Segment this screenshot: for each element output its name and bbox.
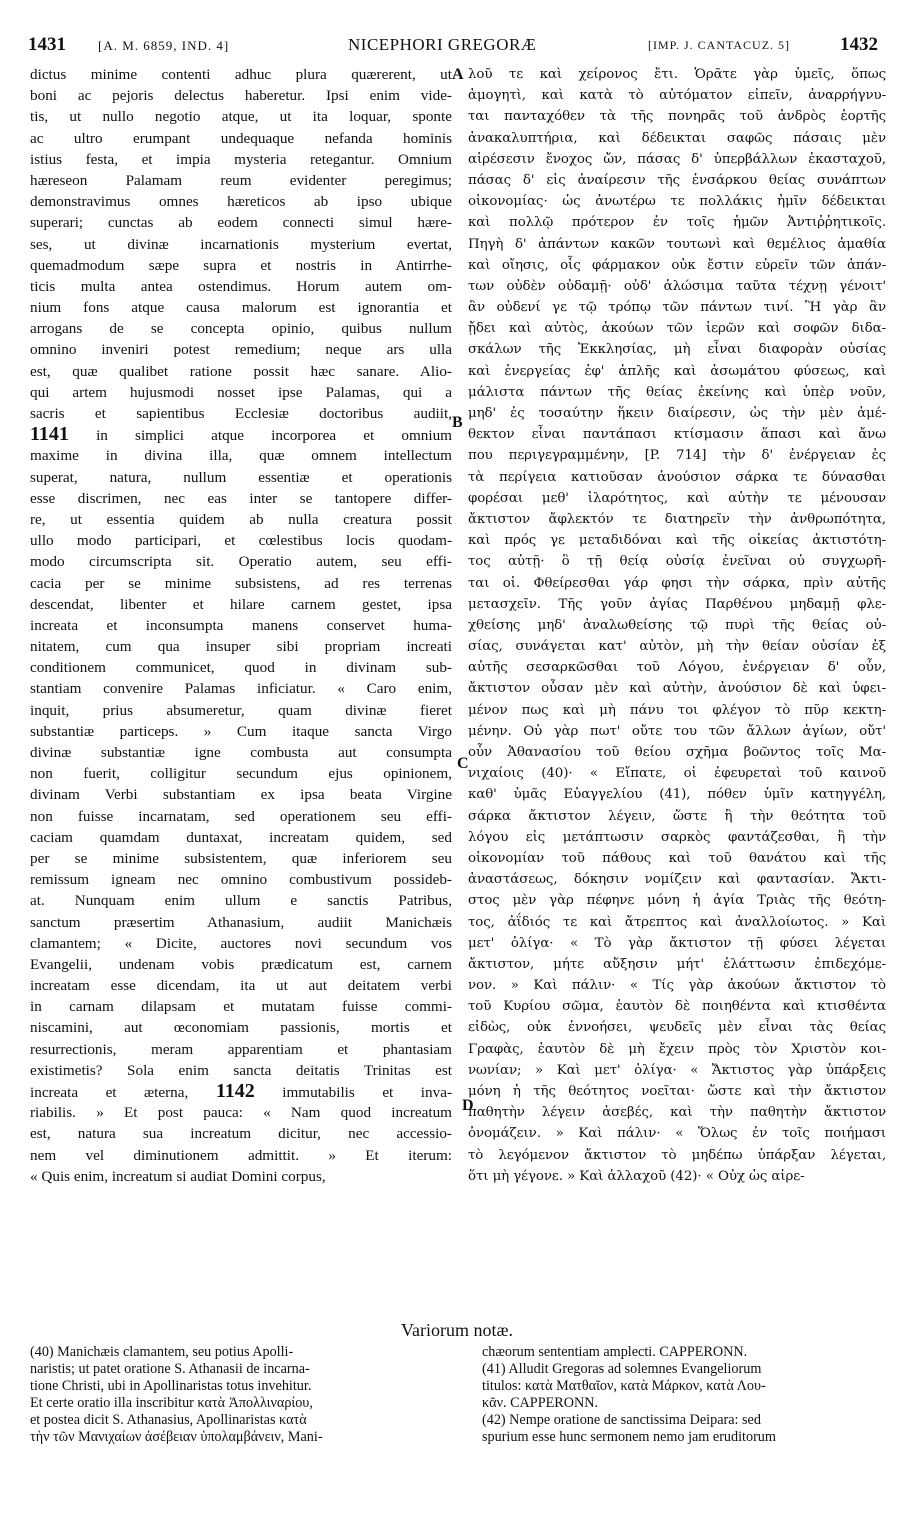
latin-text-line: nem vel diminutionem admittit. » Et iterum: xyxy=(30,1146,452,1164)
greek-text-line: ται πανταχόθεν τὰ τῆς πονηρᾶς τοῦ ἀνδρὸς ἑορτῆς xyxy=(468,109,886,125)
margin-marker-b: B xyxy=(452,414,463,431)
greek-text-line: λοῦ τε καὶ χείρονος ἔτι. Ὁρᾶτε γὰρ ὑμεῖς, ὅπως xyxy=(468,67,886,82)
greek-text-line: μένον πως καὶ μὴ πάνυ τοι φλέγον τὸ πῦρ κεκτη- xyxy=(468,702,886,718)
latin-text-line: omnino inveniri potest remedium; neque ars ulla xyxy=(30,341,452,359)
greek-text-line: πάσας δ' εἰς ἀναίρεσιν τῆς ἐνσάρκου θείας συνάπτων xyxy=(468,172,886,188)
latin-text-line: nium fons atque causa malorum est ignorantia et xyxy=(30,299,452,317)
latin-text-line: divinæ substantiæ igne combusta aut consumpta xyxy=(30,744,452,761)
latin-text-line: non fuisse incarnatam, sed operationem seu effi- xyxy=(30,807,452,825)
column-number: 1141 xyxy=(30,424,69,446)
latin-text-line: substantiæ particeps. » Cum itaque sancta Virgo xyxy=(30,722,452,740)
latin-text-line: modo circumscripta sit. Operatio autem, seu effi- xyxy=(30,553,452,571)
latin-text-line: quemadmodum sæpe supra et nostris in Antirrhe- xyxy=(30,256,452,274)
greek-text-line: καὶ ἐνεργείας ἐφ' ἁπλῆς καὶ ἀσωμάτου φύσεως, καὶ xyxy=(468,363,886,379)
latin-text-line: ses, ut divinæ incarnationis mysterium evertat, xyxy=(30,235,452,253)
latin-text-line: non fuerit, colligitur secundum ejus opinionem, xyxy=(30,765,452,783)
greek-text-line: εἰδὼς, οὐκ ἐννοήσει, ψευδεῖς μὲν εἶναι τὰς θείας xyxy=(468,1020,886,1036)
greek-text-line: μετασχεῖν. Τῆς γοῦν ἁγίας Παρθένου μηδαμῇ φλε- xyxy=(468,596,886,612)
latin-text-line: inquit, prius absumeretur, quam divinæ fieret xyxy=(30,701,452,719)
latin-text-line: est, quæ qualibet ratione possit hæc sanare. Alio- xyxy=(30,362,452,380)
latin-text-line: superat, natura, nullum essentiæ et operationis xyxy=(30,468,452,486)
latin-text-line: demonstravimus omnes hæreticos ab ipso ubique xyxy=(30,193,452,211)
latin-text-line: per se minime subsistentem, quæ inferiorem seu xyxy=(30,849,452,867)
greek-text-line: ἀμογητὶ, καὶ κατὰ τὸ αὐτόματον εἰπεῖν, ἀναρρήγνυ- xyxy=(468,88,886,104)
greek-text-line: οἰκονομίας· ὡς ἀνωτέρω τε πολλάκις ἡμῖν δέδεικται xyxy=(468,194,886,210)
greek-text-line: ὀνομάζειν. » Καὶ πάλιν· « Ὅλως ἐν τοῖς ποιήμασι xyxy=(468,1126,886,1142)
latin-text-line: increata et inconsumpta manens conservet huma- xyxy=(30,616,452,634)
note-line: κᾶν. CAPPERONN. xyxy=(482,1395,598,1411)
greek-text-line: καὶ οἴησις, οἷς φάρμακον οὐκ ἔστιν εὑρεῖν τῶν ἁπάν- xyxy=(468,257,886,273)
notes-right-column xyxy=(482,1344,886,1446)
greek-text-line: Πηγὴ δ' ἁπάντων κακῶν τουτωνὶ καὶ θεμέλιος ἀμαθία xyxy=(468,236,886,252)
latin-text-line: sanctum præsertim Athanasium, audiit Manichæis xyxy=(30,913,452,931)
latin-text-line: existimetis? Sola enim sancta deitatis Trinitas est xyxy=(30,1061,452,1079)
note-line: chæorum sententiam amplecti. CAPPERONN. xyxy=(482,1344,748,1360)
greek-column xyxy=(468,64,886,1187)
greek-text-line: μένην. Οὐ γὰρ πωτ' οὔτε του τῶν ἄλλων ἁγίων, οὔτ' xyxy=(468,723,886,739)
latin-text-line: in carnam dilapsam et mutatam fuisse commi- xyxy=(30,998,452,1016)
margin-marker-a: A xyxy=(452,66,464,83)
greek-text-line: μετ' ὀλίγα· « Τὸ γὰρ ἄκτιστον τῇ φύσει λέγεται xyxy=(468,935,886,951)
greek-text-line: οἰκονομίαν τοῦ πάθους καὶ τοῦ θανάτου καὶ τῆς xyxy=(468,850,886,866)
notes-left-column xyxy=(30,1344,452,1446)
greek-text-line: τος, ἀΐδιός τε καὶ ἄτρεπτος καὶ ἀναλλοίωτος. » Καὶ xyxy=(468,914,886,930)
latin-text-line: increatam esse dicendam, ita ut aut deitatem verbi xyxy=(30,977,452,995)
greek-text-line: χθείσης μηδ' ἀναλωθείσης τῷ πυρὶ τῆς θείας οὐ- xyxy=(468,617,886,633)
page-number-left: 1431 xyxy=(28,34,66,55)
note-line: τὴν τῶν Μανιχαίων ἀσέβειαν ὑπολαμβάνειν, Mani- xyxy=(30,1429,323,1445)
greek-text-line: μηδ' ἐς τοσαύτην ἥκειν διαίρεσιν, ὡς τὴν μὲν ἀμέ- xyxy=(468,406,886,421)
latin-text-line: cacia per se minime subsistens, ad res terrenas xyxy=(30,574,452,592)
latin-text-line: dictus minime contenti adhuc plura quærerent, ut xyxy=(30,66,452,83)
notes-heading: Variorum notæ. xyxy=(401,1320,513,1340)
margin-marker-d: D xyxy=(462,1097,474,1114)
greek-text-line: αὐτῆς σεσαρκῶσθαι τοῦ Λόγου, ἐνέργειαν δ' οὖν, xyxy=(468,660,886,676)
latin-text-line: esse discrimen, nec eas inter se tantopere differ- xyxy=(30,489,452,507)
latin-text-line: ac ultro erumpant undequaque nefanda hominis xyxy=(30,129,452,147)
greek-text-line: τὰ περίγεια κατιοῦσαν ἀνούσιον σάρκα τε δύνασθαι xyxy=(468,469,886,485)
column-number: 1142 xyxy=(215,1081,255,1102)
page-number-right: 1432 xyxy=(840,34,878,55)
latin-text-line: clamantem; « Dicite, auctores novi secundum vos xyxy=(30,934,452,952)
greek-text-line: καθ' ὑμᾶς Εὐαγγελίου (41), πόθεν ὑμῖν κατηγγέλη, xyxy=(468,787,886,803)
note-line: spurium esse hunc sermonem nemo jam eruditorum xyxy=(482,1429,776,1445)
greek-text-line: φορέσαι μεθ' ἱλαρότητος, καὶ αὐτὴν τε μένουσαν xyxy=(468,490,886,506)
latin-text-line: increata et æterna, 1142 immutabilis et inva- xyxy=(30,1081,452,1102)
greek-text-line: σάρκα ἄκτιστον λέγειν, ὥστε ἢ τὴν θεότητα τοῦ xyxy=(468,808,886,824)
note-line: (42) Nempe oratione de sanctissima Deipara: sed xyxy=(482,1412,761,1428)
greek-text-line: νιχαίοις (40)· « Εἴπατε, οἱ ἐφευρεταὶ τοῦ καινοῦ xyxy=(468,766,886,782)
latin-text-line: at. Nunquam enim ullum e sanctis Patribus, xyxy=(30,892,452,910)
greek-text-line: ἄκτιστον οὖσαν μὲν καὶ αὐτὴν, ἀνούσιον δὲ καὶ ὑφει- xyxy=(468,681,886,697)
greek-text-line: τὸ λεγόμενον ἄκτιστον τὸ μηδέπω ὑπάρξαν λέγεται, xyxy=(468,1147,886,1163)
latin-text-line: caciam quamdam duntaxat, increatam quidem, sed xyxy=(30,828,452,846)
greek-text-line: καὶ πρός γε μεταδιδόναι καὶ τῆς οἰκείας ἀκτιστότη- xyxy=(468,533,886,549)
note-line: (40) Manichæis clamantem, seu potius Apolli- xyxy=(30,1344,294,1360)
greek-text-line: ἂν οὐδενί γε τῷ τρόπῳ τῶν πάντων τινί. Ἢ γὰρ ἂν xyxy=(468,300,886,316)
latin-text-line: conditionem communicet, quod in divinam sub- xyxy=(30,659,452,677)
greek-text-line: σίας, συνάγεται κατ' αὐτὸν, μὴ τὴν θείαν οὐσίαν ἐξ xyxy=(468,639,886,655)
latin-text-line: descendat, libenter et hilare carnem gestet, ipsa xyxy=(30,595,452,613)
latin-text-line: est, natura sua increatum dicitur, nec accessio- xyxy=(30,1125,452,1143)
greek-text-line: ὅτι μὴ γέγονε. » Καὶ ἀλλαχοῦ (42)· « Οὐχ ὡς αἱρε- xyxy=(468,1168,805,1184)
latin-text-line: arrogans de se concepta opinio, quibus nullum xyxy=(30,320,452,338)
greek-text-line: Γραφὰς, ἑαυτὸν δὲ μὴ ἔχειν πρὸς τὸν Χριστὸν κοι- xyxy=(468,1041,886,1057)
latin-text-line: superari; cunctas ab eodem connecti simul hære- xyxy=(30,214,452,232)
latin-text-line: hæreseon Palamam reum evidenter peregimus; xyxy=(30,171,452,189)
latin-text-line: qui artem hujusmodi nosset ipse Palamas, qui a xyxy=(30,383,452,401)
section-reference-left: [A. M. 6859, IND. 4] xyxy=(98,38,230,53)
note-line: Et certe oratio illa inscribitur κατὰ Ἀπολλιναρίου, xyxy=(30,1395,313,1411)
greek-text-line: ᾔδει καὶ αὐτὸς, ἀκούων τῶν ἱερῶν καὶ σοφῶν διδα- xyxy=(468,321,886,337)
page-header xyxy=(28,34,888,58)
greek-text-line: τοῦ Κυρίου σῶμα, ἑαυτὸν δὲ ποιηθέντα καὶ κτισθέντα xyxy=(468,999,886,1015)
section-reference-right: [IMP. J. CANTACUZ. 5] xyxy=(648,38,791,52)
latin-text-line: istius festa, et impia mysteria retegantur. Omnium xyxy=(30,150,452,168)
greek-text-line: που περιγεγραμμένην, [P. 714] τὴν δ' ἐνέργειαν ἐς xyxy=(468,448,886,464)
latin-text-line: ullo modo participari, et cœlestibus locis quodam- xyxy=(30,532,452,550)
greek-text-line: ται οἱ. Φθείρεσθαι γάρ φησι τὴν σάρκα, πρὶν αὐτῆς xyxy=(468,575,886,591)
margin-marker-c: C xyxy=(457,755,469,772)
greek-text-line: αἱρέσεσιν ἔνοχος ὤν, πάσας δ' ὑπερβάλλων ἑκασταχοῦ, xyxy=(468,151,886,167)
greek-text-line: ἄκτιστον, μήτε αὔξησιν μήτ' ἐλάττωσιν ἐπιδεχόμε- xyxy=(468,956,886,972)
latin-text-line: boni ac pejoris delectus haberetur. Ipsi enim vide- xyxy=(30,87,452,105)
latin-text-line: tis, ut nullo negotio atque, ut ita loquar, sponte xyxy=(30,108,452,126)
greek-text-line: σκάλων τῆς Ἐκκλησίας, μὴ εἶναι διαφορὰν οὐσίας xyxy=(468,342,886,358)
greek-text-line: ἀναστάσεως, δόκησιν νομίζειν καὶ φαντασίαν. Ἄκτι- xyxy=(468,872,886,888)
latin-text-line: sacris et sapientibus Ecclesiæ doctoribus audiit, xyxy=(30,405,452,422)
latin-text-line: nitatem, cum qua insuper sibi propriam increati xyxy=(30,638,452,656)
latin-text-line: riabilis. » Et post pauca: « Nam quod increatum xyxy=(30,1104,452,1122)
note-line: titulos: κατὰ Ματθαῖον, κατὰ Μάρκον, κατὰ Λου- xyxy=(482,1378,766,1394)
latin-text-line: ticis multa antea ostendimus. Horum autem om- xyxy=(30,277,452,295)
greek-text-line: θεκτον εἶναι παντάπασι κτίσμασιν ἅπασι καὶ ἄνω xyxy=(468,427,886,443)
latin-text-line: Evangelii, undenam vobis prædicatum est, carnem xyxy=(30,955,452,973)
latin-column xyxy=(30,64,452,1187)
greek-text-line: τος αὐτῇ· ὃ τῇ θείᾳ οὐσίᾳ ἐνεῖναι οὐ συγχωρῆ- xyxy=(468,554,886,570)
greek-text-line: ἀνακαλυπτήρια, καὶ δέδεικται σαφῶς πάσαις μὲν xyxy=(468,130,886,146)
note-line: (41) Alludit Gregoras ad solemnes Evangeliorum xyxy=(482,1361,762,1377)
greek-text-line: καὶ πολλῷ πρότερον ἐν τοῖς ἡμῶν Ἀντιῤῥητικοῖς. xyxy=(468,215,886,231)
greek-text-line: λόγου εἰς μετάπτωσιν σαρκὸς φαντάζεσθαι, ἢ τὴν xyxy=(468,829,886,845)
note-line: tione Christi, ubi in Apollinaristas totus invehitur. xyxy=(30,1378,312,1394)
greek-text-line: στος μὲν γὰρ πέφηνε μόνη ἡ ἁγία Τριὰς τῆς θεότη- xyxy=(468,893,886,909)
latin-text-line: 1141 in simplici atque incorporea et omnium xyxy=(30,424,452,446)
running-title: NICEPHORI GREGORÆ xyxy=(348,35,537,54)
greek-text-line: των οὐδὲν οὐδαμῇ· οὐδ' ἀλώσιμα ταῦτα τέχνῃ γένοιτ' xyxy=(468,278,886,294)
greek-text-line: μόνη ἡ τῆς θεότητος νοεῖται· ὥστε καὶ τὴν ἄκτιστον xyxy=(468,1084,886,1099)
latin-text-line: remissum igneam nec omnino combustivum possideb- xyxy=(30,871,452,889)
greek-text-line: νωνίαν; » Καὶ μετ' ὀλίγα· « Ἄκτιστος γὰρ ὑπάρξεις xyxy=(468,1062,886,1078)
latin-text-line: re, ut essentia quidem ab nulla creatura possit xyxy=(30,510,452,528)
latin-text-line: divinam Verbi substantiam ex ipsa beata Virgine xyxy=(30,786,452,804)
greek-text-line: ἄκτιστον ἄφλεκτόν τε διατηρεῖν τὴν ἀνθρωπότητα, xyxy=(468,511,886,527)
greek-text-line: νον. » Καὶ πάλιν· « Τίς γὰρ ἀκούων ἄκτιστον τὸ xyxy=(468,978,886,994)
latin-text-line: resurrectionis, meram apparentiam et phantasiam xyxy=(30,1040,452,1058)
latin-text-line: « Quis enim, increatum si audiat Domini corpus, xyxy=(30,1167,326,1185)
greek-text-line: παθητὴν λέγειν ἀσεβές, καὶ τὴν παθητὴν ἄκτιστον xyxy=(468,1105,886,1121)
latin-text-line: niscamini, aut œconomiam passionis, mortis et xyxy=(30,1019,452,1037)
greek-text-line: οὖν Ἀθανασίου τοῦ θείου σχῆμα βοῶντος τοῖς Μα- xyxy=(468,745,886,760)
note-line: naristis; ut patet oratione S. Athanasii de incarna- xyxy=(30,1361,310,1377)
greek-text-line: μάλιστα πάντων τῆς θείας ἐκείνης καὶ ὑπὲρ νοῦν, xyxy=(468,384,886,400)
note-line: et postea dicit S. Athanasius, Apollinaristas κατὰ xyxy=(30,1412,307,1428)
latin-text-line: stantiam convenire Palamas inficiatur. « Caro enim, xyxy=(30,680,452,698)
latin-text-line: maxime in divina illa, quæ omnem intellectum xyxy=(30,447,452,465)
